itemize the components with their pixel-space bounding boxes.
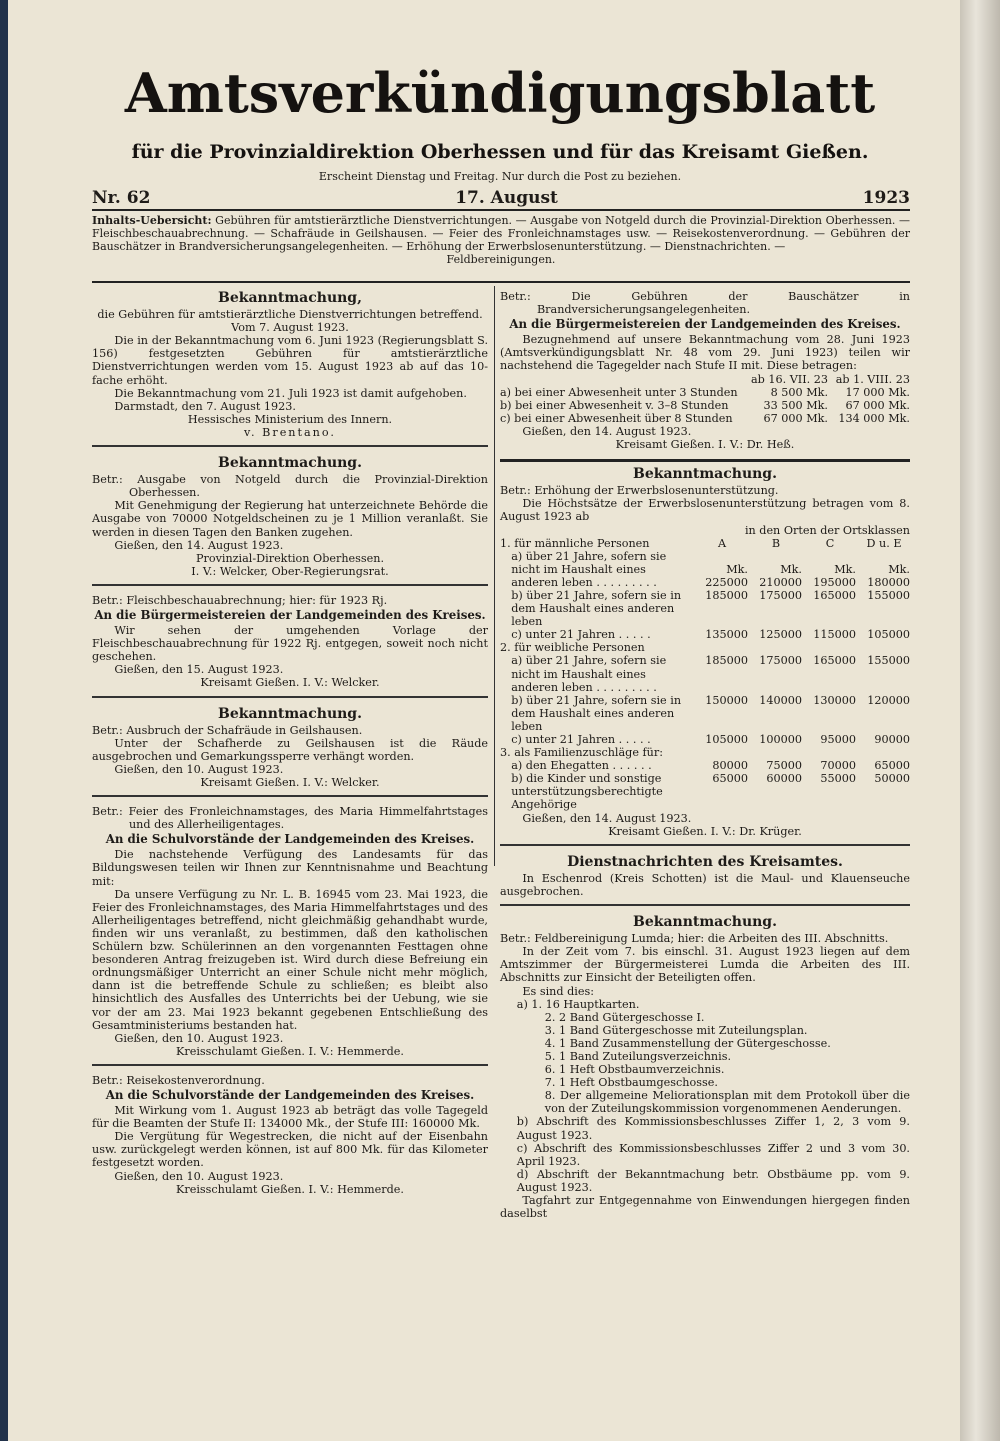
unit-label: Mk. — [726, 562, 748, 576]
place-date: Gießen, den 10. August 1923. — [114, 762, 284, 776]
list-item: 2. 2 Band Gütergeschosse I. — [544, 1010, 705, 1024]
place-date: Gießen, den 14. August 1923. — [522, 424, 692, 438]
cell: 155000 — [867, 588, 910, 602]
document-list — [500, 998, 910, 1194]
contents-text: Gebühren für amtstierärztliche Dienstverrichtungen. — Ausgabe von Notgeld durch die Provinzial-Direktion Oberhessen. — Fleischbeschauabrechnung. — Schafräude in Geilshausen. — Feier des Fronleichnamstages usw. — Reisekostenverordnung. — Gebühren der Bauschätzer in Brandversicherungsangelegenheiten. — Erhöhung der Erwerbslosenunterstützung. — Dienstnachrichten. — — [92, 214, 910, 253]
cell: 105000 — [705, 733, 748, 746]
cell: 67 000 Mk. — [763, 411, 828, 425]
cell: 175000 — [759, 654, 802, 668]
cell: 135000 — [705, 628, 748, 642]
cell: 155000 — [867, 654, 910, 668]
paragraph: Mit Genehmigung der Regierung hat unterzeichnete Behörde die Ausgabe von 70000 Notgeldscheinen zu je 1 Million veranlaßt. Sie werden in diesen Tagen den Banken zugehen. — [92, 499, 488, 539]
notice-subject: Betr.: Feier des Fronleichnamstages, des Maria Himmelfahrtstages und des Allerheiligentages. — [92, 805, 488, 832]
issue-number: Nr. 62 — [92, 188, 151, 208]
place-date: Gießen, den 10. August 1923. — [114, 1031, 284, 1045]
cell: 115000 — [813, 628, 856, 642]
signature: Kreisschulamt Gießen. I. V.: Hemmerde. — [176, 1182, 404, 1196]
empty-cell — [804, 746, 856, 759]
cell — [858, 550, 910, 589]
contents-label: Inhalts-Uebersicht: — [92, 214, 212, 227]
class-header: B — [771, 536, 781, 550]
empty-cell — [750, 641, 802, 654]
cell: 50000 — [874, 772, 910, 786]
list-item: 7. 1 Heft Obstbaumgeschosse. — [544, 1076, 718, 1090]
row-label: a) über 21 Jahre, sofern sie nicht im Haushalt eines anderen leben . . . . . . . . . — [511, 654, 667, 694]
unit-label: Mk. — [834, 562, 856, 576]
empty-cell — [696, 641, 748, 654]
cell: 120000 — [867, 693, 910, 707]
divider — [92, 281, 910, 283]
column-divider — [494, 286, 495, 866]
notice-subject: Betr.: Reisekostenverordnung. — [92, 1073, 265, 1087]
cell: 70000 — [820, 759, 856, 773]
notice-subject: Betr.: Ausgabe von Notgeld durch die Provinzial-Direktion Oberhessen. — [92, 473, 488, 500]
cell: 17 000 Mk. — [845, 385, 910, 399]
issue-date: 17. August — [455, 188, 558, 208]
notice-subject: die Gebühren für amtstierärztliche Dienstverrichtungen betreffend. — [97, 308, 483, 322]
notice-assessor-fees — [500, 288, 910, 453]
notice-emergency-money — [92, 453, 488, 586]
addressee: An die Bürgermeistereien der Landgemeinden des Kreises. — [94, 607, 486, 622]
place-date: Darmstadt, den 7. August 1923. — [114, 399, 296, 413]
paragraph: Die in der Bekanntmachung vom 6. Juni 1923 (Regierungsblatt S. 156) festgesetzten Gebühren für amtstierärztliche Dienstverrichtungen werden vom 15. August 1923 ab auf das 10-fache erhöht. — [92, 334, 488, 387]
unit-label: Mk. — [780, 562, 802, 576]
addressee: An die Schulvorstände der Landgemeinden des Kreises. — [105, 832, 475, 847]
page-edge — [960, 0, 1000, 1441]
table-of-contents — [92, 214, 910, 266]
class-header: C — [825, 536, 835, 550]
place-date: Gießen, den 14. August 1923. — [522, 811, 692, 825]
benefit-table — [500, 537, 910, 812]
notice-holidays — [92, 803, 488, 1066]
list-item: 3. 1 Band Gütergeschosse mit Zuteilungsplan. — [544, 1023, 808, 1037]
row-label: b) die Kinder und sonstige unterstützungsberechtigte Angehörige — [511, 772, 663, 812]
fee-table — [500, 373, 910, 425]
notice-subject: Betr.: Die Gebühren der Bauschätzer in Brandversicherungsangelegenheiten. — [500, 290, 910, 317]
paragraph: Da unsere Verfügung zu Nr. L. B. 16945 vom 23. Mai 1923, die Feier des Fronleichnamstages, des Maria Himmelfahrtstages und des Allerheiligentages betreffend, nicht gleichmäßig gehandhabt wurde, finden wir uns veranlaßt, zu bestimmen, daß den katholischen Schülern bzw. Schülerinnen an den vorgenannten Festtagen ohne besonderen Antrag freizugeben ist. Wird durch diese Befreiung ein ordnungsmäßiger Unterricht an einer Schule nicht mehr möglich, dann ist die betreffende Schule zu schließen; es bleibt also hinsichtlich des Ausfalles des Unterrichts bei der Uebung, wie sie vor der am 23. Mai 1923 bekannt gegebenen Entschließung des Gesamtministeriums bestanden hat. — [92, 887, 488, 1032]
notice-date: Vom 7. August 1923. — [231, 321, 349, 335]
list-item: c) Abschrift des Kommissionsbeschlusses Ziffer 2 und 3 vom 30. April 1923. — [516, 1141, 910, 1168]
row-label: 1. für männliche Personen — [500, 536, 650, 550]
notice-veterinary-fees — [92, 288, 488, 447]
cell: 140000 — [759, 693, 802, 707]
cell: 105000 — [867, 628, 910, 642]
notice-subject: Betr.: Feldbereinigung Lumda; hier: die Arbeiten des III. Abschnitts. — [500, 932, 889, 946]
notice-sheep-scab — [92, 704, 488, 798]
notice-title: Bekanntmachung, — [218, 290, 362, 306]
signature: Kreisamt Gießen. I. V.: Dr. Heß. — [615, 438, 795, 452]
class-header: D u. E — [866, 536, 902, 550]
cell: 60000 — [766, 772, 802, 786]
cell: 65000 — [874, 759, 910, 773]
cell: 134 000 Mk. — [838, 411, 910, 425]
cell: 90000 — [874, 733, 910, 746]
signature: Kreisamt Gießen. I. V.: Dr. Krüger. — [608, 824, 802, 838]
cell: 80000 — [712, 759, 748, 773]
notice-meat-inspection — [92, 592, 488, 698]
cell: 185000 — [705, 588, 748, 602]
cell: 125000 — [759, 628, 802, 642]
row-label: 2. für weibliche Personen — [500, 641, 645, 655]
empty-cell — [858, 746, 910, 759]
empty-cell — [804, 641, 856, 654]
notice-title: Bekanntmachung. — [218, 705, 362, 722]
notice-title: Bekanntmachung. — [633, 914, 777, 931]
issue-line — [92, 188, 910, 208]
authority: Provinzial-Direktion Oberhessen. — [195, 551, 385, 565]
signature: Kreisamt Gießen. I. V.: Welcker. — [200, 676, 380, 690]
column-group-header: in den Orten der Ortsklassen — [744, 523, 910, 537]
cell-value: 210000 — [759, 575, 802, 589]
cell: 185000 — [705, 654, 748, 668]
paragraph: Unter der Schafherde zu Geilshausen ist die Räude ausgebrochen und Gemarkungssperre verhängt worden. — [92, 736, 488, 763]
paragraph: In Eschenrod (Kreis Schotten) ist die Maul- und Klauenseuche ausgebrochen. — [500, 871, 910, 898]
row-label: c) unter 21 Jahren . . . . . — [511, 628, 651, 642]
cell: 75000 — [766, 759, 802, 773]
paragraph: Die Bekanntmachung vom 21. Juli 1923 ist damit aufgehoben. — [114, 386, 467, 400]
authority: Hessisches Ministerium des Innern. — [187, 412, 393, 426]
place-date: Gießen, den 10. August 1923. — [114, 1169, 284, 1183]
publication-note: Erscheint Dienstag und Freitag. Nur durch die Post zu beziehen. — [318, 170, 682, 183]
masthead-title: Amtsverkündigungsblatt — [124, 61, 876, 125]
row-label: c) unter 21 Jahren . . . . . — [511, 733, 651, 746]
row-label: b) über 21 Jahre, sofern sie in dem Haushalt eines anderen leben — [511, 588, 682, 629]
row-label: a) den Ehegatten . . . . . . — [511, 759, 652, 773]
notice-title: Bekanntmachung. — [218, 455, 362, 472]
place-date: Gießen, den 14. August 1923. — [114, 538, 284, 552]
cell — [696, 550, 748, 589]
cell: 165000 — [813, 588, 856, 602]
paragraph: Mit Wirkung vom 1. August 1923 ab beträgt das volle Tagegeld für die Beamten der Stufe II: 134000 Mk., der Stufe III: 160000 Mk. — [92, 1104, 488, 1131]
notice-subject: Betr.: Erhöhung der Erwerbslosenunterstützung. — [500, 484, 779, 498]
signature: I. V.: Welcker, Ober-Regierungsrat. — [191, 564, 389, 578]
paragraph: Die Höchstsätze der Erwerbslosenunterstützung betragen vom 8. August 1923 ab — [500, 497, 910, 524]
right-column — [500, 288, 910, 1232]
list-item: 4. 1 Band Zusammenstellung der Gütergeschosse. — [544, 1036, 831, 1050]
paragraph: Bezugnehmend auf unsere Bekanntmachung vom 28. Juni 1923 (Amtsverkündigungsblatt Nr. 48 vom 29. Juni 1923) teilen wir nachstehend die Tagegelder nach Stufe II mit. Diese betragen: — [500, 333, 910, 373]
divider — [92, 209, 910, 211]
notice-land-consolidation — [500, 912, 910, 1226]
empty-cell — [696, 746, 748, 759]
cell: 55000 — [820, 772, 856, 786]
addressee: An die Schulvorstände der Landgemeinden des Kreises. — [105, 1087, 475, 1102]
cell-value: 225000 — [705, 575, 748, 589]
row-label: b) über 21 Jahre, sofern sie in dem Haushalt eines anderen leben — [511, 693, 682, 733]
cell — [804, 550, 856, 589]
notice-unemployment-benefit — [500, 459, 910, 846]
cell: 165000 — [813, 654, 856, 668]
paragraph: Wir sehen der umgehenden Vorlage der Fleischbeschauabrechnung für 1922 Rj. entgegen, soweit noch nicht geschehen. — [92, 624, 488, 664]
addressee: An die Bürgermeistereien der Landgemeinden des Kreises. — [509, 317, 901, 332]
class-header: A — [717, 536, 727, 550]
list-item: b) Abschrift des Kommissionsbeschlusses Ziffer 1, 2, 3 vom 9. August 1923. — [516, 1115, 910, 1142]
list-item: 6. 1 Heft Obstbaumverzeichnis. — [544, 1063, 725, 1077]
signature: Kreisamt Gießen. I. V.: Welcker. — [200, 776, 380, 789]
paragraph: In der Zeit vom 7. bis einschl. 31. August 1923 liegen auf dem Amtszimmer der Bürgermeisterei Lumda die Arbeiten des III. Abschnitts zur Einsicht der Beteiligten offen. — [500, 945, 910, 985]
list-item: 5. 1 Band Zuteilungsverzeichnis. — [544, 1049, 732, 1063]
row-label: b) bei einer Abwesenheit v. 3–8 Stunden — [500, 398, 729, 412]
cell: 65000 — [712, 772, 748, 786]
official-news — [500, 852, 910, 906]
row-label: a) bei einer Abwesenheit unter 3 Stunden — [500, 385, 738, 399]
list-item: 8. Der allgemeine Meliorationsplan mit dem Protokoll über die von der Zuteilungskommission vorgenommenen Aenderungen. — [544, 1089, 910, 1116]
signature: v. Brentano. — [244, 425, 336, 439]
cell-value: 195000 — [813, 575, 856, 589]
place-date: Gießen, den 15. August 1923. — [114, 663, 284, 677]
paragraph: Die nachstehende Verfügung des Landesamts für das Bildungswesen teilen wir Ihnen zur Kenntnisnahme und Beachtung mit: — [92, 848, 488, 888]
cell: 8 500 Mk. — [770, 385, 828, 399]
signature: Kreisschulamt Gießen. I. V.: Hemmerde. — [176, 1044, 404, 1058]
cell: 67 000 Mk. — [845, 398, 910, 412]
column-header: ab 16. VII. 23 — [750, 372, 828, 386]
paragraph: Es sind dies: — [522, 984, 594, 998]
book-spine — [0, 0, 8, 1441]
cell: 95000 — [820, 733, 856, 746]
contents-last: Feldbereinigungen. — [446, 253, 556, 266]
paragraph: Die Vergütung für Wegestrecken, die nicht auf der Eisenbahn usw. zurückgelegt werden können, ist auf 800 Mk. für das Kilometer festgesetzt worden. — [92, 1130, 488, 1170]
cell: 33 500 Mk. — [763, 398, 828, 412]
issue-year: 1923 — [862, 188, 910, 208]
cell — [750, 550, 802, 589]
column-header: ab 1. VIII. 23 — [835, 372, 910, 386]
unit-label: Mk. — [888, 562, 910, 576]
left-column — [92, 288, 488, 1208]
notice-subject: Betr.: Ausbruch der Schafräude in Geilshausen. — [92, 723, 363, 737]
notice-title: Bekanntmachung. — [633, 466, 777, 483]
cell: 150000 — [705, 693, 748, 707]
cell: 130000 — [813, 693, 856, 707]
masthead-subtitle: für die Provinzialdirektion Oberhessen und für das Kreisamt Gießen. — [131, 141, 869, 163]
list-item: a) 1. 16 Hauptkarten. — [516, 997, 640, 1011]
list-item: d) Abschrift der Bekanntmachung betr. Obstbäume pp. vom 9. August 1923. — [516, 1167, 910, 1194]
notice-title: Dienstnachrichten des Kreisamtes. — [567, 853, 843, 870]
empty-cell — [858, 641, 910, 654]
cell: 175000 — [759, 588, 802, 602]
paragraph: Tagfahrt zur Entgegennahme von Einwendungen hiergegen finden daselbst — [500, 1194, 910, 1221]
row-label: a) über 21 Jahre, sofern sie nicht im Haushalt eines anderen leben . . . . . . . . . — [511, 549, 667, 589]
empty-cell — [750, 746, 802, 759]
row-label: c) bei einer Abwesenheit über 8 Stunden — [500, 411, 733, 425]
cell-value: 180000 — [867, 575, 910, 589]
row-label: 3. als Familienzuschläge für: — [500, 746, 663, 760]
notice-travel-expenses — [92, 1072, 488, 1202]
notice-subject: Betr.: Fleischbeschauabrechnung; hier: für 1923 Rj. — [92, 593, 388, 607]
cell: 100000 — [759, 733, 802, 746]
